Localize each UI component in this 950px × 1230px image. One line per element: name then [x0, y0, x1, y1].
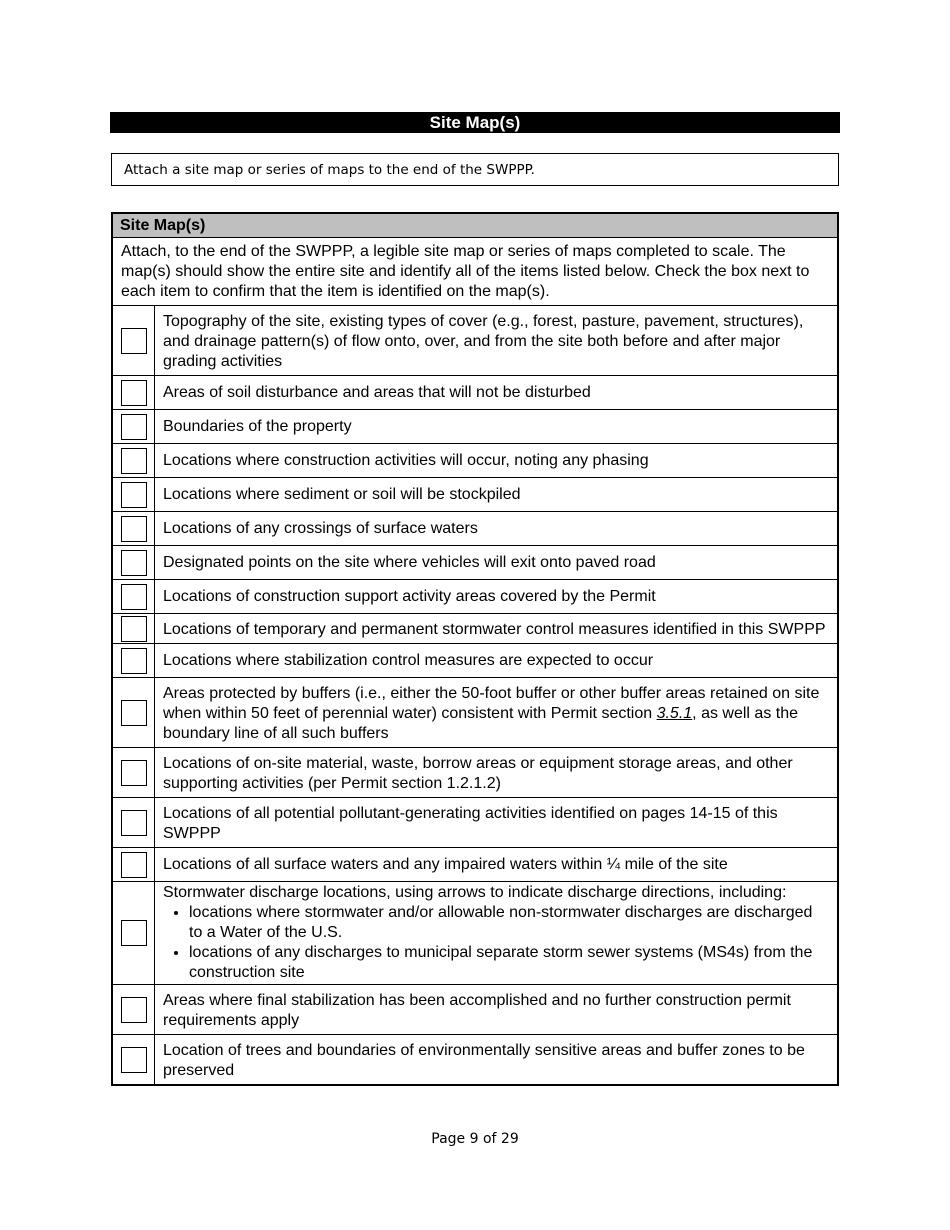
item-text: Topography of the site, existing types of cover (e.g., forest, pasture, pavement, structures), and drainage pattern(s) of flow onto, over, and from the site both before and after major grading activities [163, 313, 804, 370]
item-text-part: , as well as the boundary line of all such buffers [163, 705, 798, 742]
item-text [155, 882, 837, 984]
page-number: Page 9 of 29 [431, 1131, 519, 1147]
item-checkbox[interactable] [121, 700, 147, 726]
checklist-row [113, 678, 837, 748]
item-checkbox[interactable] [121, 584, 147, 610]
item-text: Locations where construction activities will occur, noting any phasing [163, 452, 649, 469]
table-intro: Attach, to the end of the SWPPP, a legible site map or series of maps completed to scale. The map(s) should show the entire site and identify all of the items listed below. Check the box next to each item to confirm that the item is identified on the map(s). [113, 238, 837, 306]
item-checkbox[interactable] [121, 760, 147, 786]
item-checkbox[interactable] [121, 648, 147, 674]
checklist-row [113, 644, 837, 678]
item-checkbox[interactable] [121, 328, 147, 354]
item-checkbox[interactable] [121, 380, 147, 406]
item-text [155, 678, 837, 747]
item-checkbox[interactable] [121, 550, 147, 576]
item-text-lead: Stormwater discharge locations, using arrows to indicate discharge directions, including: [163, 884, 787, 901]
checklist-row [113, 748, 837, 798]
item-checkbox[interactable] [121, 852, 147, 878]
item-checkbox[interactable] [121, 997, 147, 1023]
checklist-row [113, 1035, 837, 1084]
checklist-row [113, 512, 837, 546]
item-text: Areas where final stabilization has been accomplished and no further construction permit requirements apply [163, 992, 791, 1029]
checklist-row [113, 478, 837, 512]
bullet-item: • locations where stormwater and/or allowable non-stormwater discharges are discharged to a Water of the U.S. [189, 903, 829, 943]
item-text: Locations of all surface waters and any impaired waters within ¼ mile of the site [163, 856, 728, 873]
item-checkbox[interactable] [121, 516, 147, 542]
checklist-row [113, 580, 837, 614]
item-text: Locations where sediment or soil will be stockpiled [163, 486, 521, 503]
item-text-part: Areas protected by buffers (i.e., either the 50-foot buffer or other buffer areas retained on site when within 50 feet of perennial water) consistent with Permit section [163, 685, 820, 722]
item-checkbox[interactable] [121, 616, 147, 642]
permit-section-link[interactable]: 3.5.1 [656, 705, 693, 722]
checklist-row [113, 410, 837, 444]
checklist-row [113, 848, 837, 882]
item-text: Locations where stabilization control measures are expected to occur [163, 652, 654, 669]
item-checkbox[interactable] [121, 482, 147, 508]
checklist-row [113, 614, 837, 644]
item-text: Areas of soil disturbance and areas that will not be disturbed [163, 384, 591, 401]
checklist-row [113, 546, 837, 580]
item-text: Location of trees and boundaries of environmentally sensitive areas and buffer zones to be preserved [163, 1042, 805, 1079]
item-checkbox[interactable] [121, 810, 147, 836]
item-checkbox[interactable] [121, 414, 147, 440]
section-title: Site Map(s) [110, 112, 840, 133]
item-text: Locations of all potential pollutant-generating activities identified on pages 14-15 of this SWPPP [163, 805, 778, 842]
site-maps-table [111, 212, 839, 1086]
item-text: Locations of construction support activity areas covered by the Permit [163, 588, 656, 605]
checklist-row [113, 376, 837, 410]
item-checkbox[interactable] [121, 448, 147, 474]
item-text: Designated points on the site where vehicles will exit onto paved road [163, 554, 656, 571]
item-checkbox[interactable] [121, 920, 147, 946]
checklist-row [113, 882, 837, 985]
item-text: Locations of any crossings of surface waters [163, 520, 478, 537]
checklist-row [113, 798, 837, 848]
checklist-row [113, 985, 837, 1035]
item-text: Locations of on-site material, waste, borrow areas or equipment storage areas, and other supporting activities (per Permit section 1.2.1.2) [163, 755, 793, 792]
bullet-list [163, 903, 829, 983]
table-header: Site Map(s) [113, 214, 837, 238]
bullet-item: • locations of any discharges to municipal separate storm sewer systems (MS4s) from the construction site [189, 943, 829, 983]
item-text: Boundaries of the property [163, 418, 352, 435]
item-text: Locations of temporary and permanent stormwater control measures identified in this SWPPP [163, 621, 826, 638]
instruction-note: Attach a site map or series of maps to the end of the SWPPP. [111, 153, 839, 186]
item-checkbox[interactable] [121, 1047, 147, 1073]
checklist-row [113, 306, 837, 376]
checklist-row [113, 444, 837, 478]
